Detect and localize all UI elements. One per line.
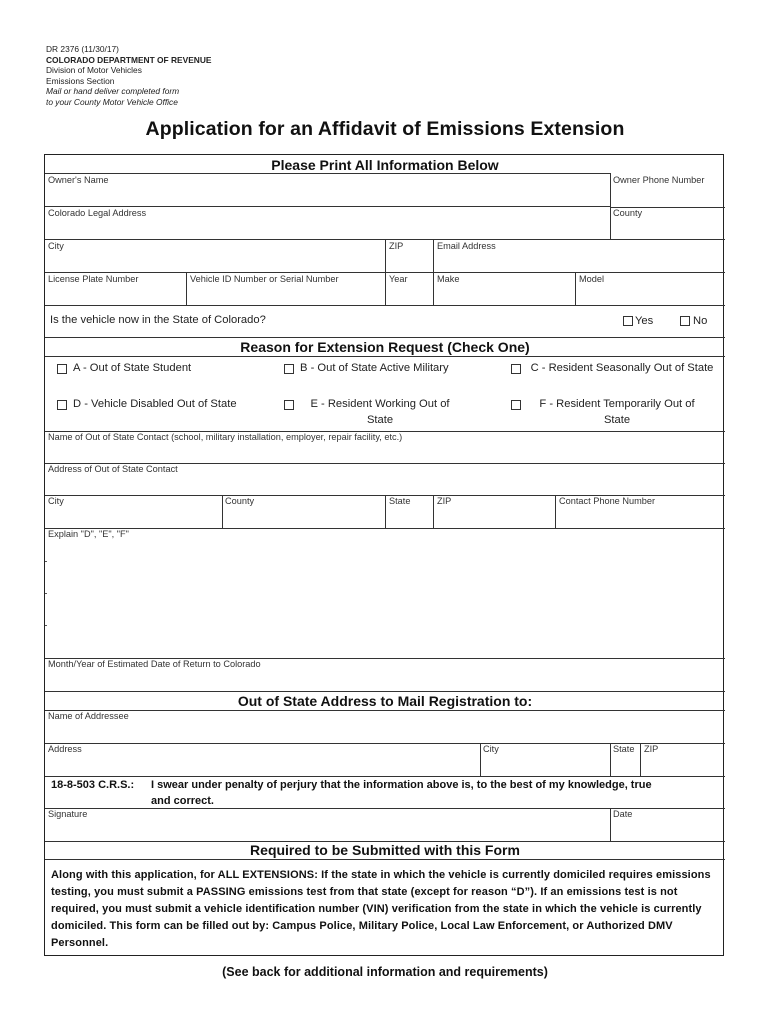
mail-city-label: City — [483, 744, 499, 754]
option-f-checkbox[interactable] — [511, 400, 521, 410]
owners-name-label: Owner's Name — [48, 175, 109, 185]
email-label: Email Address — [437, 241, 496, 251]
yes-label: Yes — [635, 315, 654, 327]
oath-statement — [151, 777, 723, 809]
no-checkbox[interactable] — [680, 316, 690, 326]
option-a-label: A - Out of State Student — [73, 362, 192, 374]
no-label: No — [693, 315, 708, 327]
city-label: City — [48, 241, 64, 251]
mail-zip-label: ZIP — [644, 744, 659, 754]
option-d-label: D - Vehicle Disabled Out of State — [73, 398, 237, 410]
oath-line-1: I swear under penalty of perjury that the information above is, to the best of my knowledge, true — [151, 779, 652, 791]
application-form — [44, 154, 724, 956]
mail-state-label: State — [613, 744, 635, 754]
zip-label: ZIP — [389, 241, 404, 251]
section-owner-heading: Please Print All Information Below — [271, 157, 499, 173]
oath-line-2: and correct. — [151, 795, 214, 807]
model-label: Model — [579, 274, 605, 284]
page-title: Application for an Affidavit of Emissions Extension — [145, 118, 625, 140]
county-label: County — [613, 208, 643, 218]
statute-reference: 18-8-503 C.R.S.: — [51, 779, 135, 791]
option-e-checkbox[interactable] — [284, 400, 294, 410]
option-e-label: E - Resident Working Out of State — [310, 398, 450, 426]
contact-address-label: Address of Out of State Contact — [48, 464, 178, 474]
addressee-label: Name of Addressee — [48, 711, 129, 721]
option-c-checkbox[interactable] — [511, 364, 521, 374]
option-b-label: B - Out of State Active Military — [300, 362, 449, 374]
option-d-checkbox[interactable] — [57, 400, 67, 410]
vin-label: Vehicle ID Number or Serial Number — [190, 274, 339, 284]
section-name: Emissions Section — [46, 75, 115, 86]
footer-note: (See back for additional information and requirements) — [222, 965, 548, 979]
contact-zip-label: ZIP — [437, 496, 452, 506]
section-reason-heading: Reason for Extension Request (Check One) — [240, 339, 530, 355]
form-number: DR 2376 (11/30/17) — [46, 44, 119, 54]
division-name: Division of Motor Vehicles — [46, 65, 142, 76]
contact-phone-label: Contact Phone Number — [559, 496, 656, 506]
section-required-heading: Required to be Submitted with this Form — [250, 842, 520, 858]
contact-county-label: County — [225, 496, 255, 506]
form-header — [46, 44, 212, 108]
yes-checkbox[interactable] — [623, 316, 633, 326]
signature-label: Signature — [48, 809, 88, 819]
explain-label: Explain "D", "E", "F" — [48, 529, 129, 539]
contact-city-label: City — [48, 496, 64, 506]
option-f-label: F - Resident Temporarily Out of State — [539, 398, 695, 426]
make-label: Make — [437, 274, 460, 284]
date-label: Date — [613, 809, 633, 819]
contact-name-label: Name of Out of State Contact (school, military installation, employer, repair facility, etc.) — [48, 432, 403, 442]
mail-instructions-2: to your County Motor Vehicle Office — [46, 96, 178, 107]
mail-instructions-1: Mail or hand deliver completed form — [46, 86, 180, 97]
plate-label: License Plate Number — [48, 274, 139, 284]
legal-address-label: Colorado Legal Address — [48, 208, 147, 218]
in-state-question: Is the vehicle now in the State of Colorado? — [50, 314, 266, 326]
department-name: COLORADO DEPARTMENT OF REVENUE — [46, 54, 212, 65]
option-a-checkbox[interactable] — [57, 364, 67, 374]
owner-phone-label: Owner Phone Number — [613, 175, 705, 185]
mail-address-label: Address — [48, 744, 82, 754]
contact-state-label: State — [389, 496, 411, 506]
option-b-checkbox[interactable] — [284, 364, 294, 374]
section-mailing-heading: Out of State Address to Mail Registration to: — [237, 693, 533, 709]
year-label: Year — [389, 274, 408, 284]
option-c-label: C - Resident Seasonally Out of State — [530, 362, 714, 374]
return-date-label: Month/Year of Estimated Date of Return to Colorado — [48, 659, 261, 669]
requirements-paragraph: Along with this application, for ALL EXTENSIONS: If the state in which the vehicle is currently domiciled requires emissions testing, you must submit a PASSING emissions test from that state (except for reason “D”). If an emissions test is not required, you must submit a vehicle identification number (VIN) verification from the state in which the vehicle is currently domiciled. This form can be filled out by: Campus Police, Military Police, Local Law Enforcement, or Authorized DMV Personnel. — [51, 869, 711, 949]
